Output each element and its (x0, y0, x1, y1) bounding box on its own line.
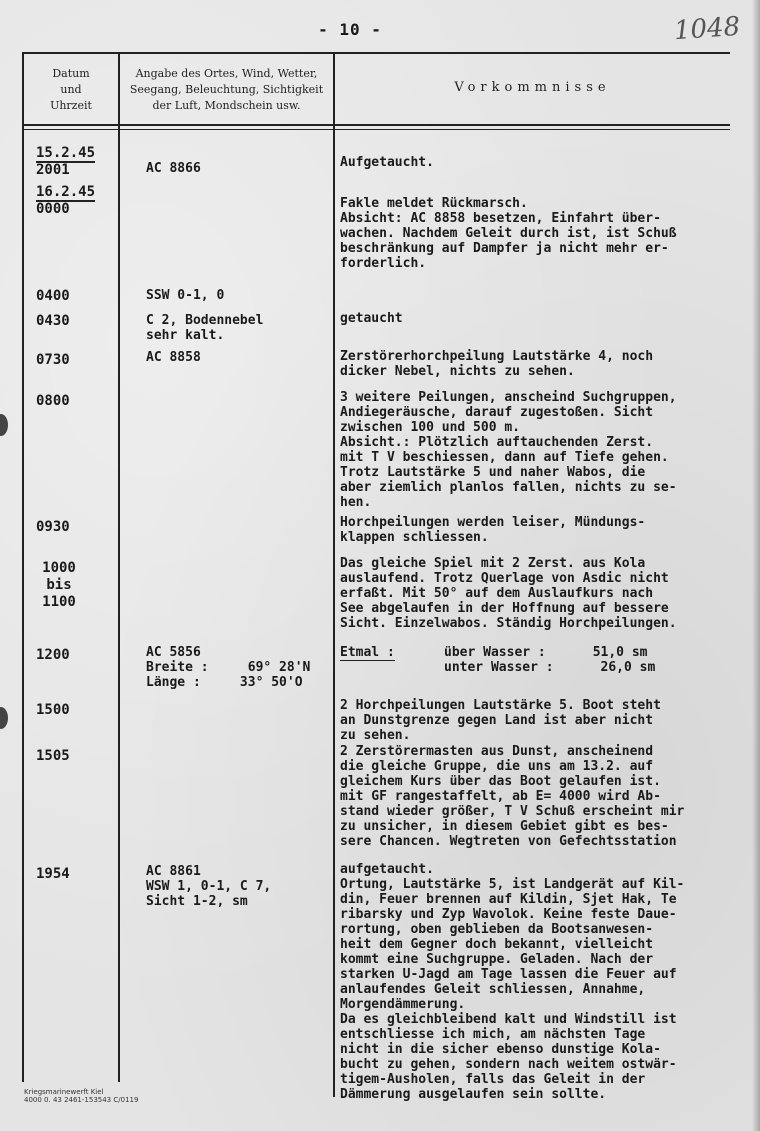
event-text: getaucht (340, 311, 403, 326)
time-range-cell (36, 560, 82, 611)
time-cell: 0400 (36, 288, 70, 304)
date-cell (36, 184, 95, 218)
header-line: Seegang, Beleuchtung, Sichtigkeit (129, 83, 324, 96)
event-text: aufgetaucht. Ortung, Lautstärke 5, ist Landgerät auf Kil- din, Feuer brennen auf Kildin, Sjet Hak, Te ribarsky und Zyp Wavolok. Keine feste Daue- rortung, oben geblieben da Bootsanwesen- heit dem Gegner doch bekannt, vielleicht kommt eine Suchgruppe. Geladen. Nach der starken U-Jagd am Tage lassen die Feuer auf anlaufendes Geleit schliessen, Annahme, Morgendämmerung. Da es gleichbleibend kalt und Windstill ist entschliesse ich mich, am nächsten Tage nicht in die sicher ebenso dunstige Kola- bucht zu gehen, sondern nach weitem ostwär- tigem-Ausholen, falls das Geleit in der Dämmerung ausgelaufen sein sollte. (340, 862, 685, 1102)
etmal-label: Etmal : (340, 645, 395, 660)
event-text: Horchpeilungen werden leiser, Mündungs- klappen schliessen. (340, 515, 646, 545)
location-cell: AC 8858 (146, 350, 201, 365)
punch-hole (0, 414, 8, 436)
time-cell: 1200 (36, 647, 70, 663)
time-value: 1100 (42, 594, 76, 610)
column-divider-2 (333, 52, 335, 1097)
time-cell: 0930 (36, 519, 70, 535)
page-edge-shadow (752, 0, 760, 1131)
date-value: 16.2.45 (36, 184, 96, 200)
time-value: 2001 (36, 162, 70, 178)
header-line: und (60, 83, 82, 96)
time-value: 0000 (36, 201, 70, 217)
header-line: Datum (52, 67, 90, 80)
column-divider-1 (118, 52, 120, 1082)
time-cell: 0800 (36, 393, 70, 409)
header-date-time (24, 66, 118, 114)
etmal-line: unter Wasser : 26,0 sm (444, 660, 656, 675)
event-text: Aufgetaucht. (340, 155, 434, 170)
punch-hole (0, 707, 8, 729)
table-top-border (22, 52, 730, 54)
time-cell: 1954 (36, 866, 70, 882)
location-cell: C 2, Bodennebel sehr kalt. (146, 313, 264, 343)
date-cell (36, 145, 95, 179)
date-value: 15.2.45 (36, 145, 96, 161)
header-line: Uhrzeit (50, 99, 92, 112)
location-cell: AC 5856 Breite : 69° 28'N Länge : 33° 50'O (146, 645, 311, 690)
header-bottom-border (22, 124, 730, 126)
time-cell: 0430 (36, 313, 70, 329)
time-value: bis (46, 577, 72, 593)
event-text: Das gleiche Spiel mit 2 Zerst. aus Kola auslaufend. Trotz Querlage von Asdic nicht erfaßt. Mit 50° auf dem Auslaufkurs nach See abgelaufen in der Hoffnung auf bessere Sicht. Einzelwabos. Ständig Horchpeilungen. (340, 556, 677, 631)
table-left-border (22, 52, 24, 1082)
event-text: 2 Zerstörermasten aus Dunst, anscheinend die gleiche Gruppe, die uns am 13.2. auf gleichem Kurs über das Boot gelaufen ist. mit GF rangestaffelt, ab E= 4000 wird Ab- stand wieder größer, T V Schuß erscheint mir zu unsicher, in diesem Gebiet gibt es bes- sere Chancen. Wegtreten von Gefechtsstation (340, 744, 685, 849)
time-cell: 1505 (36, 748, 70, 764)
handwritten-page-number: 1048 (673, 11, 742, 47)
header-double-border (22, 129, 730, 130)
event-text: Fakle meldet Rückmarsch. Absicht: AC 8858 besetzen, Einfahrt über- wachen. Nachdem Geleit durch ist, ist Schuß beschränkung auf Dampfer ja nicht mehr er- forderlich. (340, 196, 677, 271)
event-text: Zerstörerhorchpeilung Lautstärke 4, noch dicker Nebel, nichts zu sehen. (340, 349, 654, 379)
time-cell: 0730 (36, 352, 70, 368)
header-line: der Luft, Mondschein usw. (152, 99, 301, 112)
location-cell: AC 8861 WSW 1, 0-1, C 7, Sicht 1-2, sm (146, 864, 272, 909)
header-location-weather (120, 66, 333, 114)
etmal-line: über Wasser : 51,0 sm (444, 645, 648, 660)
header-line: Angabe des Ortes, Wind, Wetter, (135, 67, 318, 80)
location-cell: AC 8866 (146, 161, 201, 176)
printer-imprint (24, 1088, 138, 1104)
imprint-line: Kriegsmarinewerft Kiel (24, 1088, 104, 1096)
imprint-line: 4000 0. 43 2461-153543 C/0119 (24, 1096, 139, 1104)
location-cell: SSW 0-1, 0 (146, 288, 225, 303)
event-text: 2 Horchpeilungen Lautstärke 5. Boot steht an Dunstgrenze gegen Land ist aber nicht zu sehen. (340, 698, 661, 743)
time-cell: 1500 (36, 702, 70, 718)
page-number: - 10 - (318, 20, 382, 39)
event-text: 3 weitere Peilungen, anscheind Suchgruppen, Andiegeräusche, darauf zugestoßen. Sicht zwischen 100 und 500 m. Absicht.: Plötzlich auftauchenden Zerst. mit T V beschiessen, dann auf Tiefe gehen. Trotz Lautstärke 5 und naher Wabos, die aber ziemlich planlos fallen, nichts zu se- hen. (340, 390, 677, 510)
time-value: 1000 (42, 560, 76, 576)
header-events: Vorkommnisse (454, 80, 611, 95)
